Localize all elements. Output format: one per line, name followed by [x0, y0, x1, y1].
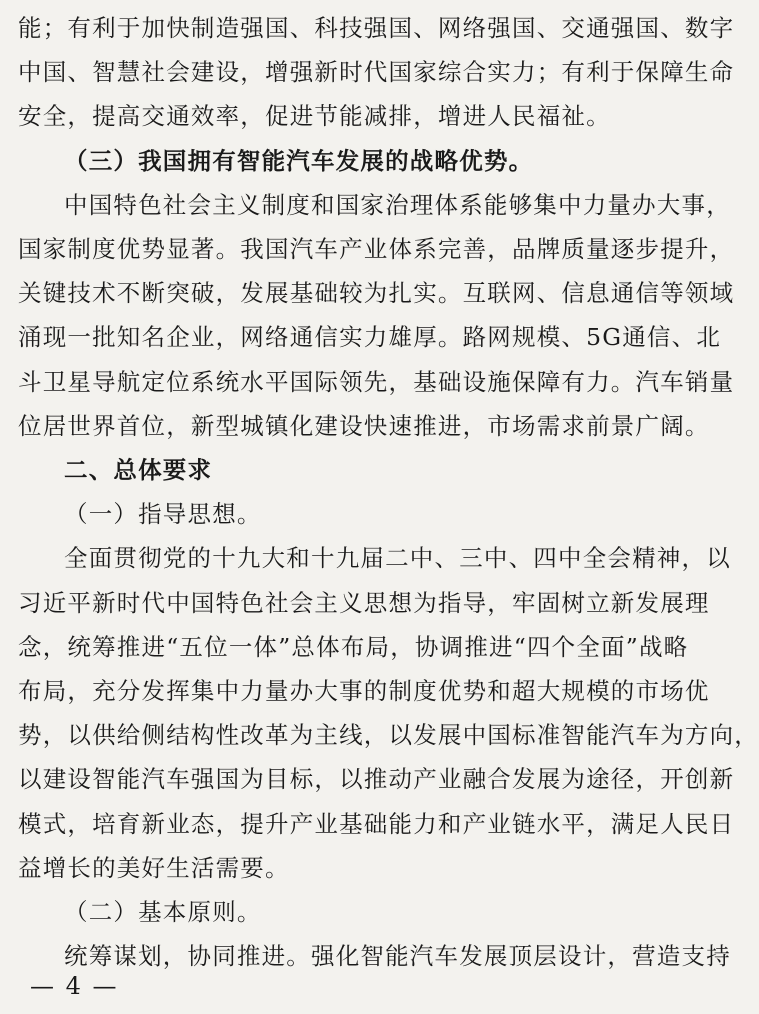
paragraph-line: 模式，培育新业态，提升产业基础能力和产业链水平，满足人民日	[18, 809, 735, 838]
paragraph-line: 益增长的美好生活需要。	[18, 853, 290, 882]
paragraph-line: 全面贯彻党的十九大和十九届二中、三中、四中全会精神，以	[64, 544, 731, 573]
paragraph-line: 布局，充分发挥集中力量办大事的制度优势和超大规模的市场优	[18, 677, 710, 705]
paragraph-line: 关键技术不断突破，发展基础较为扎实。互联网、信息通信等领域	[18, 279, 735, 308]
paragraph-line: 国家制度优势显著。我国汽车产业体系完善，品牌质量逐步提升，	[18, 235, 735, 263]
section-heading: （三）我国拥有智能汽车发展的战略优势。	[64, 146, 534, 175]
paragraph-line: 中国特色社会主义制度和国家治理体系能够集中力量办大事，	[64, 190, 731, 219]
paragraph-line: 能；有利于加快制造强国、科技强国、网络强国、交通强国、数字	[18, 14, 735, 42]
paragraph-line: 涌现一批知名企业，网络通信实力雄厚。路网规模、5G通信、北	[18, 323, 722, 352]
paragraph-line: 习近平新时代中国特色社会主义思想为指导，牢固树立新发展理	[18, 588, 710, 617]
subsection-heading: （一）指导思想。	[64, 500, 262, 529]
paragraph-line: 念，统筹推进“五位一体”总体布局，协调推进“四个全面”战略	[18, 632, 689, 661]
page-number: — 4 —	[30, 972, 119, 1000]
paragraph-line: 势，以供给侧结构性改革为主线，以发展中国标准智能汽车为方向，	[18, 721, 759, 750]
paragraph-line: 统筹谋划，协同推进。强化智能汽车发展顶层设计，营造支持	[64, 942, 731, 971]
subsection-heading: （二）基本原则。	[64, 898, 262, 926]
paragraph-line: 中国、智慧社会建设，增强新时代国家综合实力；有利于保障生命	[18, 58, 735, 87]
paragraph-line: 安全，提高交通效率，促进节能减排，增进人民福祉。	[18, 102, 611, 131]
section-heading: 二、总体要求	[64, 456, 213, 484]
paragraph-line: 斗卫星导航定位系统水平国际领先，基础设施保障有力。汽车销量	[18, 367, 735, 396]
paragraph-line: 位居世界首位，新型城镇化建设快速推进，市场需求前景广阔。	[18, 411, 710, 440]
paragraph-line: 以建设智能汽车强国为目标，以推动产业融合发展为途径，开创新	[18, 765, 735, 794]
